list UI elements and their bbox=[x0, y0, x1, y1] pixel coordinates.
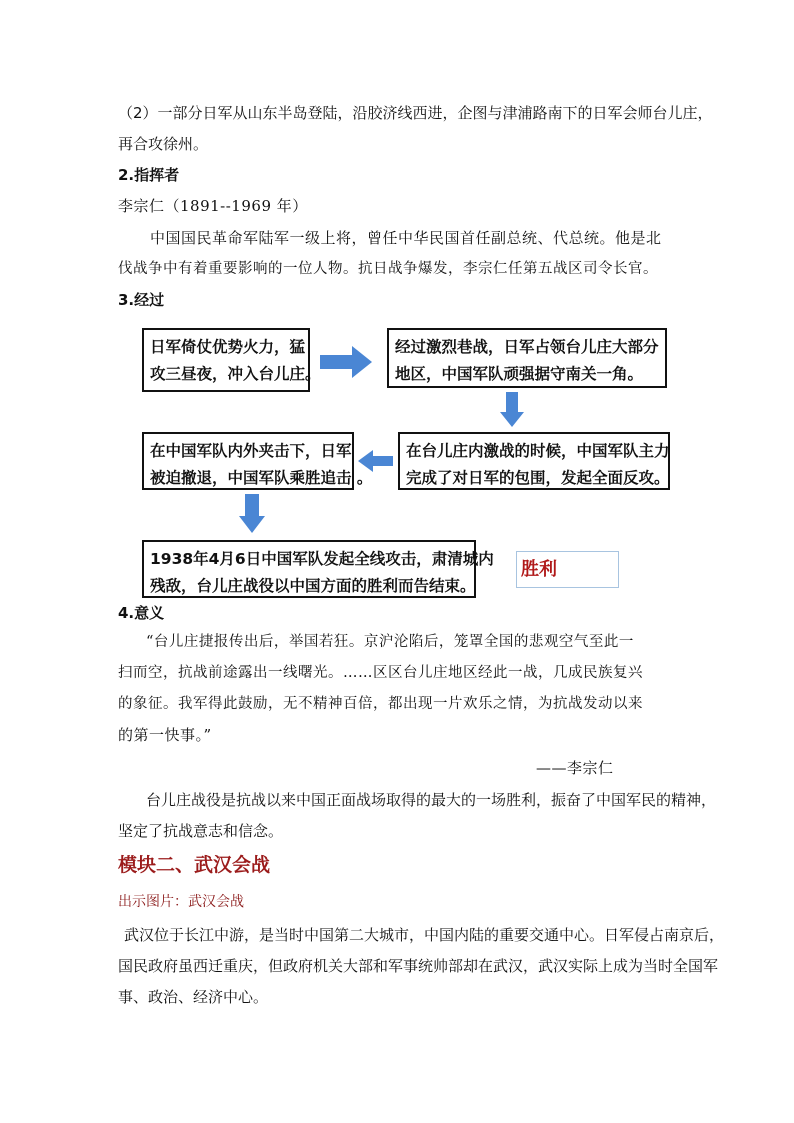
commander-bio-line2: 伐战争中有着重要影响的一位人物。抗日战争爆发，李宗仁任第五战区司令长官。 bbox=[118, 261, 658, 277]
process-box-1-line1: 日军倚仗优势火力，猛 bbox=[150, 338, 306, 356]
arrow-right-icon bbox=[320, 346, 374, 378]
arrow-down-icon bbox=[239, 494, 265, 534]
significance-heading: 4.意义 bbox=[118, 604, 165, 622]
module2-para-line3: 事、政治、经济中心。 bbox=[118, 988, 269, 1006]
arrow-down-icon bbox=[500, 392, 524, 428]
module2-title: 模块二、武汉会战 bbox=[118, 854, 271, 876]
result-label: 胜利 bbox=[516, 551, 619, 588]
show-image-label: 出示图片：武汉会战 bbox=[118, 894, 244, 910]
process-box-3 bbox=[398, 432, 670, 490]
process-box-2-line1: 经过激烈巷战，日军占领台儿庄大部分 bbox=[395, 338, 659, 356]
commander-name: 李宗仁（1891--1969 年） bbox=[118, 197, 308, 215]
process-box-4 bbox=[142, 432, 373, 490]
quote-line4: 的第一快事。” bbox=[118, 726, 212, 744]
process-heading: 3.经过 bbox=[118, 291, 165, 309]
process-box-4-line2: 被迫撤退，中国军队乘胜追击 。 bbox=[150, 469, 373, 487]
quote-line2: 扫而空，抗战前途露出一线曙光。……区区台儿庄地区经此一战，几成民族复兴 bbox=[118, 665, 643, 681]
commander-heading: 2.指挥者 bbox=[118, 166, 180, 184]
quote-attribution: ——李宗仁 bbox=[536, 759, 614, 777]
quote-line1: “台儿庄捷报传出后，举国若狂。京沪沦陷后，笼罩全国的悲观空气至此一 bbox=[146, 634, 634, 650]
point2-line1: （2）一部分日军从山东半岛登陆，沿胶济线西进，企图与津浦路南下的日军会师台儿庄， bbox=[118, 104, 713, 122]
process-box-3-line1: 在台儿庄内激战的时候，中国军队主力 bbox=[406, 442, 670, 460]
process-box-4-line1: 在中国军队内外夹击下，日军 bbox=[150, 442, 352, 460]
point2-line2: 再合攻徐州。 bbox=[118, 135, 209, 153]
process-box-2 bbox=[387, 328, 667, 388]
summary-line2: 坚定了抗战意志和信念。 bbox=[118, 822, 284, 840]
quote-line3: 的象征。我军得此鼓励，无不精神百倍，都出现一片欢乐之情，为抗战发动以来 bbox=[118, 696, 643, 712]
process-box-5-line1: 1938年4月6日中国军队发起全线攻击，肃清城内 bbox=[150, 550, 494, 568]
process-box-2-line2: 地区，中国军队顽强据守南关一角。 bbox=[395, 365, 644, 383]
process-box-1-line2: 攻三昼夜，冲入台儿庄。 bbox=[150, 365, 321, 383]
commander-bio-line1: 中国国民革命军陆军一级上将，曾任中华民国首任副总统、代总统。他是北 bbox=[150, 229, 662, 247]
summary-line1: 台儿庄战役是抗战以来中国正面战场取得的最大的一场胜利，振奋了中国军民的精神， bbox=[146, 791, 717, 809]
process-box-5 bbox=[142, 540, 494, 598]
process-box-5-line2: 残敌，台儿庄战役以中国方面的胜利而告结束。 bbox=[150, 577, 476, 595]
module2-para-line2: 国民政府虽西迁重庆，但政府机关大部和军事统帅部却在武汉，武汉实际上成为当时全国军 bbox=[118, 957, 719, 975]
process-box-3-line2: 完成了对日军的包围，发起全面反攻。 bbox=[406, 469, 670, 487]
process-box-1 bbox=[142, 328, 321, 392]
module2-para-line1: 武汉位于长江中游，是当时中国第二大城市，中国内陆的重要交通中心。日军侵占南京后， bbox=[124, 926, 725, 944]
